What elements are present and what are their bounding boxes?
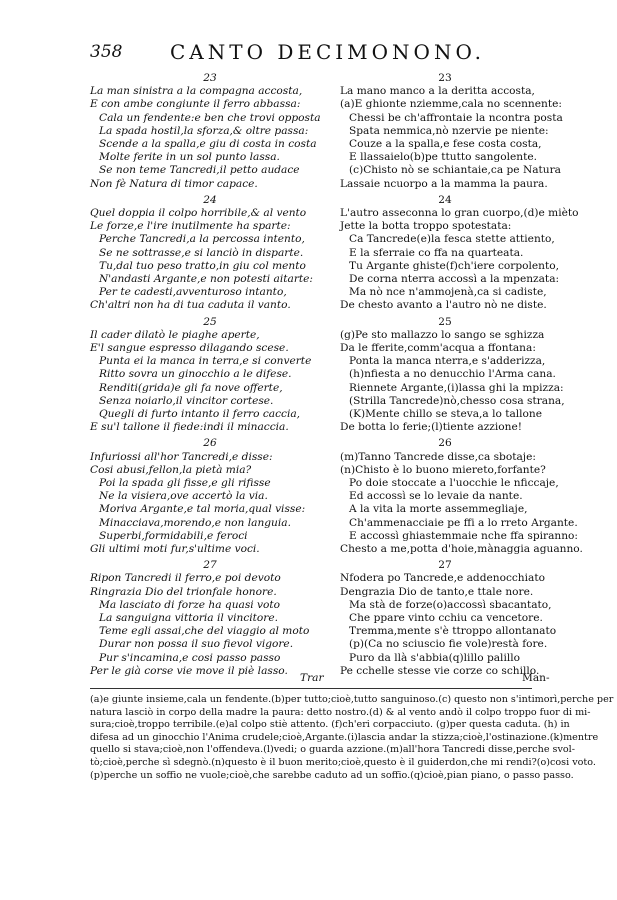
verse-line: Ma stà de forze(o)accossì sbacantato, bbox=[349, 598, 552, 611]
footnote-line: tò;cioè,perche sì sdegnò.(n)questo è il buon merito;cioè,questo è il guiderdon,che mi rendi?(o)cosi voto. bbox=[90, 756, 596, 768]
stanza bbox=[340, 72, 563, 191]
verse-line: Ritto sovra un ginocchio a le difese. bbox=[99, 368, 292, 381]
footnote-line: quello si stava;cioè,non l'offendeva.(l)vedi; o guarda azzione.(m)all'hora Tancredi disse,perche svol- bbox=[90, 744, 575, 756]
verse-line: E la sferraie co ffa na quarteata. bbox=[349, 246, 524, 259]
verse-line: (g)Pe sto mallazzo lo sango se sghizza bbox=[340, 328, 545, 341]
italian-column bbox=[90, 72, 330, 681]
verse-line: La spada hostil,la sforza,& oltre passa: bbox=[99, 124, 309, 137]
footnote-line: difesa ad un ginocchio l'Anima crudele;cioè,Argante.(i)lascia andar la stizza;cioè,l'ostinazione.(k)mentre bbox=[90, 731, 599, 743]
verse-line: Per le già corse vie move il piè lasso. bbox=[90, 664, 288, 677]
verse-line: Moriva Argante,e tal moria,qual visse: bbox=[99, 503, 306, 516]
verse-line: La man sinistra a la compagna accosta, bbox=[90, 85, 303, 98]
stanza bbox=[90, 559, 330, 678]
verse-line: (c)Chisto nò se schiantaie,ca pe Natura bbox=[349, 164, 561, 177]
verse-line: Spata nemmica,nò nzervie pe niente: bbox=[349, 124, 549, 137]
verse-line: Teme egli assai,che del viaggio al moto bbox=[99, 625, 310, 638]
stanza-number: 27 bbox=[438, 559, 452, 572]
verse-line: (K)Mente chillo se steva,a lo tallone bbox=[349, 408, 543, 421]
stanza-number: 26 bbox=[438, 437, 452, 450]
verse-line: Po doie stoccate a l'uocchie le nficcaje, bbox=[349, 477, 559, 490]
verse-line: Il cader dilatò le piaghe aperte, bbox=[90, 328, 260, 341]
page-header bbox=[90, 40, 530, 68]
verse-line: Gli ultimi moti fur,s'ultime voci. bbox=[90, 543, 260, 556]
verse-line: Chessi be ch'affrontaie la ncontra posta bbox=[349, 111, 563, 124]
verse-line: Ca Tancrede(e)la fesca stette attiento, bbox=[349, 233, 555, 246]
catchword-left: Trar bbox=[300, 672, 324, 684]
verse-line: La sanguigna vittoria il vincitore. bbox=[99, 612, 278, 625]
verse-line: Le forze,e l'ire inutilmente ha sparte: bbox=[90, 220, 291, 233]
stanza bbox=[340, 315, 565, 435]
running-title: CANTO DECIMONONO. bbox=[170, 40, 486, 64]
stanza-number: 25 bbox=[438, 315, 452, 328]
verse-line: Chesto a me,potta d'hoie,mànaggia aguanno. bbox=[340, 543, 583, 556]
stanza-number: 26 bbox=[203, 437, 217, 450]
verse-line: Ma lasciato di forze ha quasi voto bbox=[99, 598, 281, 611]
verse-line: Ed accossì se lo levaie da nante. bbox=[349, 490, 523, 503]
verse-line: Couze a la spalla,e fese costa costa, bbox=[349, 138, 542, 150]
verse-line: Punta ei la manca in terra,e si converte bbox=[99, 355, 312, 368]
stanza-number: 23 bbox=[203, 72, 217, 84]
footnote-line: sura;cioè,troppo terribile.(e)al colpo stiè attento. (f)ch'eri corpacciuto. (g)per questa caduta. (h) in bbox=[90, 719, 570, 731]
verse-line: (a)E ghionte nziemme,cala no scennente: bbox=[340, 98, 562, 111]
verse-line: (p)(Ca no sciuscio fie vole)restà fore. bbox=[349, 638, 548, 651]
stanza bbox=[90, 437, 330, 556]
verse-line: Lassaie ncuorpo a la mamma la paura. bbox=[340, 177, 548, 190]
verse-line: Ringrazia Dio del trionfale honore. bbox=[90, 585, 277, 598]
verse-line: Cala un fendente:e ben che trovi opposta bbox=[99, 111, 321, 124]
verse-line: Che ppare vinto cchiu ca vencetore. bbox=[349, 612, 543, 625]
verse-line: Senza noiarlo,il vincitor cortese. bbox=[99, 394, 274, 407]
verse-line: Se ne sottrasse,e si lanciò in disparte. bbox=[99, 246, 304, 259]
verse-line: Pur s'incamina,e cosi passo passo bbox=[99, 651, 281, 664]
verse-line: La mano manco a la deritta accosta, bbox=[340, 85, 535, 98]
verse-line: Perche Tancredi,a la percossa intento, bbox=[99, 233, 305, 246]
verse-line: Se non teme Tancredi,il petto audace bbox=[99, 164, 300, 177]
verse-line: Molte ferite in un sol punto lassa. bbox=[99, 151, 280, 164]
verse-line: E llassaielo(b)pe ttutto sangolente. bbox=[349, 151, 537, 164]
verse-line: Da le fferite,comm'acqua a ffontana: bbox=[340, 342, 536, 355]
verse-line: (Strilla Tancrede)nò,chesso cosa strana, bbox=[349, 394, 565, 407]
verse-line: E'l sangue espresso dilagando scese. bbox=[90, 342, 289, 355]
verse-line: Jette la botta troppo spotestata: bbox=[340, 220, 512, 233]
page-number: 358 bbox=[90, 42, 123, 62]
verse-line: Cosi abusi,fellon,la pietà mia? bbox=[90, 463, 252, 476]
verse-line: E accossì ghiastemmaie nche ffa spiranno: bbox=[349, 529, 578, 542]
stanza-number: 25 bbox=[203, 315, 217, 328]
stanza-number: 24 bbox=[438, 193, 452, 206]
stanza bbox=[340, 193, 579, 313]
stanza bbox=[90, 194, 330, 313]
stanza bbox=[340, 559, 557, 678]
verse-line: E con ambe congiunte il ferro abbassa: bbox=[90, 98, 301, 111]
verse-line: Renditi(grida)e gli fa nove offerte, bbox=[99, 381, 283, 394]
verse-line: Per te cadesti,avventuroso intanto, bbox=[99, 286, 287, 299]
verse-line: N'andasti Argante,e non potesti aitarte: bbox=[99, 273, 313, 286]
verse-line: Poi la spada gli fisse,e gli rifisse bbox=[99, 477, 271, 490]
verse-line: Tu,dal tuo peso tratto,in giu col mento bbox=[99, 259, 306, 272]
stanza-number: 23 bbox=[438, 72, 452, 84]
verse-line: Pe cchelle stesse vie corze co schillo. bbox=[340, 664, 540, 677]
verse-line: Durar non possa il suo fievol vigore. bbox=[99, 638, 294, 651]
verse-line: Riennete Argante,(i)lassa ghi la mpizza: bbox=[349, 381, 564, 394]
verse-line: Superbi,formidabili,e feroci bbox=[99, 529, 248, 542]
verse-line: Ponta la manca nterra,e s'adderizza, bbox=[349, 355, 546, 368]
verse-line: (m)Tanno Tancrede disse,ca sbotaje: bbox=[340, 450, 536, 463]
verse-line: Puro da llà s'abbia(q)lillo palillo bbox=[349, 651, 520, 664]
footnote-line: (p)perche un soffio ne vuole;cioè,che sarebbe caduto ad un soffio.(q)cioè,pian piano, o passo passo. bbox=[90, 769, 574, 781]
footnote-divider bbox=[90, 688, 532, 689]
verse-line: E su'l tallone il fiede:indi il minaccia. bbox=[90, 421, 289, 434]
verse-line: Quel doppia il colpo horribile,& al vento bbox=[90, 207, 307, 219]
verse-line: Tu Argante ghiste(f)ch'iere corpolento, bbox=[349, 259, 559, 272]
verse-line: Nfodera po Tancrede,e addenocchiato bbox=[340, 572, 545, 585]
verse-line: L'autro asseconna lo gran cuorpo,(d)e mièto bbox=[340, 207, 579, 219]
stanza bbox=[90, 72, 330, 191]
verse-line: Infuriossi all'hor Tancredi,e disse: bbox=[90, 450, 273, 463]
footnote-line: natura lasciò in corpo della madre la paura: detto nostro.(d) & al vento andò il colpo troppo fuor di mi- bbox=[90, 706, 591, 718]
verse-line: Dengrazia Dio de tanto,e ttale nore. bbox=[340, 585, 534, 598]
verse-line: Quegli di furto intanto il ferro caccia, bbox=[99, 408, 301, 421]
verse-line: Scende a la spalla,e giu di costa in costa bbox=[99, 138, 317, 150]
verse-line: Ch'ammenacciaie pe ffi a lo rreto Argante. bbox=[349, 516, 578, 529]
verse-line: Ch'altri non ha di tua caduta il vanto. bbox=[90, 299, 291, 312]
catchword-right: Man- bbox=[522, 672, 550, 684]
verse-line: Non fè Natura di timor capace. bbox=[90, 177, 258, 190]
stanza-number: 24 bbox=[203, 193, 217, 206]
footnotes bbox=[90, 694, 614, 782]
stanza bbox=[340, 437, 583, 556]
verse-line: De corna nterra accossì a la mpenzata: bbox=[349, 273, 560, 286]
neapolitan-column bbox=[340, 72, 583, 681]
footnote-line: (a)e giunte insieme,cala un fendente.(b)per tutto;cioè,tutto sanguinoso.(c) questo non s'intimorì,perche per bbox=[90, 694, 614, 705]
verse-line: De botta lo ferie;(l)tiente azzione! bbox=[340, 421, 522, 434]
stanza-number: 27 bbox=[203, 559, 217, 572]
verse-line: Ne la visiera,ove accertò la via. bbox=[99, 490, 268, 503]
verse-line: A la vita la morte assemmegliaje, bbox=[349, 503, 528, 516]
verse-line: (n)Chisto è lo buono miereto,forfante? bbox=[340, 463, 546, 476]
stanza bbox=[90, 316, 330, 435]
verse-line: De chesto avanto a l'autro nò ne diste. bbox=[340, 299, 547, 312]
verse-line: Ma nò nce n'ammojenà,ca si cadiste, bbox=[349, 286, 547, 299]
verse-line: Minacciava,morendo,e non languia. bbox=[99, 516, 291, 529]
verse-line: Tremma,mente s'è ttroppo allontanato bbox=[349, 625, 557, 638]
verse-line: (h)nfiesta a no denucchio l'Arma cana. bbox=[349, 368, 556, 381]
verse-line: Ripon Tancredi il ferro,e poi devoto bbox=[90, 572, 281, 585]
